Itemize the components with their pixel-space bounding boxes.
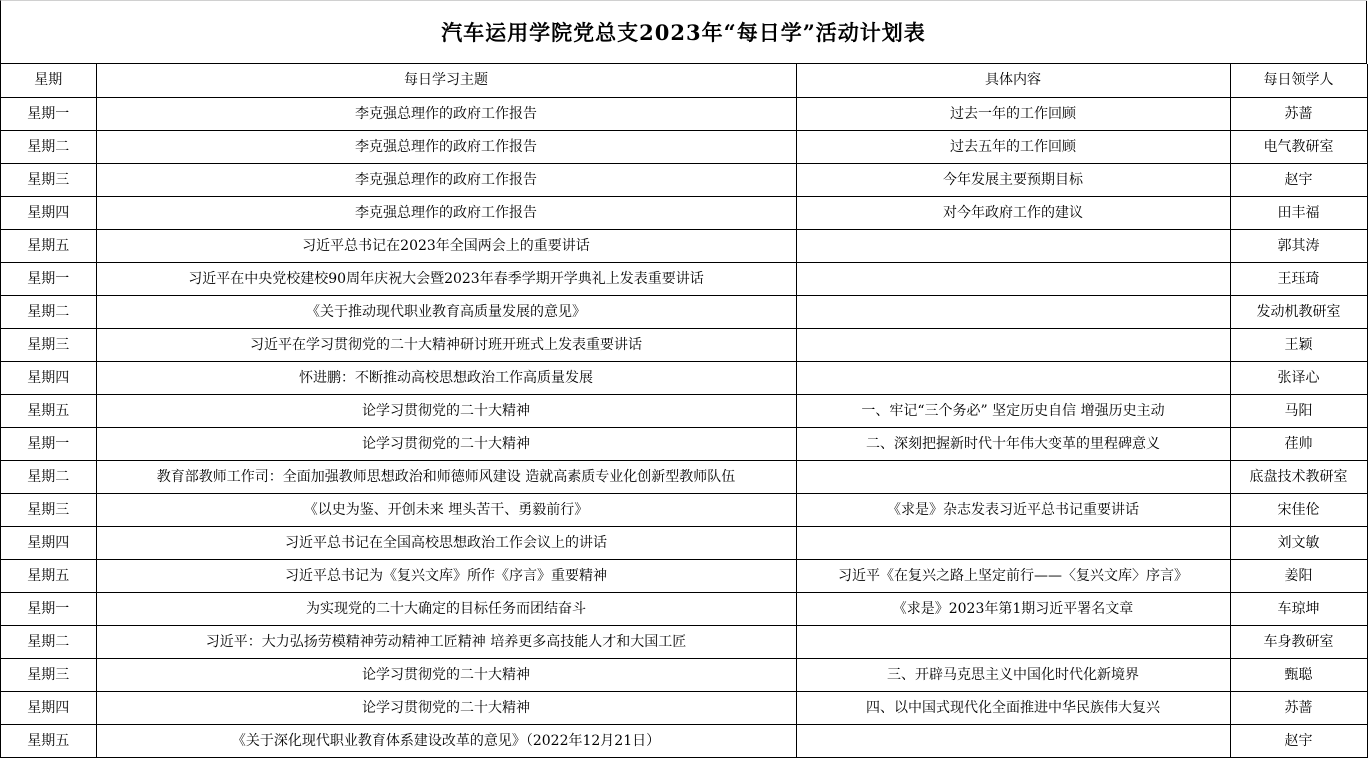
table-row xyxy=(1,659,1367,692)
topic-cell[interactable]: 《关于推动现代职业教育高质量发展的意见》 xyxy=(96,296,796,329)
topic-cell[interactable]: 习近平在中央党校建校90周年庆祝大会暨2023年春季学期开学典礼上发表重要讲话 xyxy=(96,263,796,296)
detail-cell[interactable] xyxy=(796,296,1230,329)
table-row xyxy=(1,626,1367,659)
leader-cell[interactable]: 宋佳伦 xyxy=(1230,494,1367,527)
day-cell[interactable]: 星期四 xyxy=(1,362,96,395)
day-cell[interactable]: 星期三 xyxy=(1,494,96,527)
leader-cell[interactable]: 赵宇 xyxy=(1230,164,1367,197)
day-cell[interactable]: 星期五 xyxy=(1,395,96,428)
topic-cell[interactable]: 论学习贯彻党的二十大精神 xyxy=(96,395,796,428)
table-row xyxy=(1,197,1367,230)
table-row xyxy=(1,692,1367,725)
detail-cell[interactable] xyxy=(796,725,1230,758)
day-cell[interactable]: 星期五 xyxy=(1,230,96,263)
topic-cell[interactable]: 论学习贯彻党的二十大精神 xyxy=(96,659,796,692)
detail-cell[interactable]: 过去五年的工作回顾 xyxy=(796,131,1230,164)
table-row xyxy=(1,296,1367,329)
day-cell[interactable]: 星期四 xyxy=(1,197,96,230)
detail-cell[interactable] xyxy=(796,329,1230,362)
day-cell[interactable]: 星期五 xyxy=(1,560,96,593)
topic-cell[interactable]: 论学习贯彻党的二十大精神 xyxy=(96,692,796,725)
topic-cell[interactable]: 怀进鹏：不断推动高校思想政治工作高质量发展 xyxy=(96,362,796,395)
leader-cell[interactable]: 姜阳 xyxy=(1230,560,1367,593)
day-cell[interactable]: 星期二 xyxy=(1,626,96,659)
plan-table xyxy=(1,64,1368,758)
detail-cell[interactable] xyxy=(796,527,1230,560)
topic-cell[interactable]: 《关于深化现代职业教育体系建设改革的意见》（2022年12月21日） xyxy=(96,725,796,758)
header-detail[interactable]: 具体内容 xyxy=(796,64,1230,98)
leader-cell[interactable]: 苏蔷 xyxy=(1230,98,1367,131)
day-cell[interactable]: 星期二 xyxy=(1,131,96,164)
leader-cell[interactable]: 张译心 xyxy=(1230,362,1367,395)
page-title: 汽车运用学院党总支2023年“每日学”活动计划表 xyxy=(441,20,926,45)
day-cell[interactable]: 星期一 xyxy=(1,428,96,461)
day-cell[interactable]: 星期五 xyxy=(1,725,96,758)
leader-cell[interactable]: 发动机教研室 xyxy=(1230,296,1367,329)
table-row xyxy=(1,494,1367,527)
leader-cell[interactable]: 王颖 xyxy=(1230,329,1367,362)
table-row xyxy=(1,230,1367,263)
day-cell[interactable]: 星期三 xyxy=(1,329,96,362)
leader-cell[interactable]: 车琼坤 xyxy=(1230,593,1367,626)
leader-cell[interactable]: 赵宇 xyxy=(1230,725,1367,758)
table-row xyxy=(1,527,1367,560)
topic-cell[interactable]: 李克强总理作的政府工作报告 xyxy=(96,197,796,230)
day-cell[interactable]: 星期一 xyxy=(1,98,96,131)
header-day[interactable]: 星期 xyxy=(1,64,96,98)
day-cell[interactable]: 星期四 xyxy=(1,692,96,725)
leader-cell[interactable]: 车身教研室 xyxy=(1230,626,1367,659)
detail-cell[interactable]: 四、以中国式现代化全面推进中华民族伟大复兴 xyxy=(796,692,1230,725)
day-cell[interactable]: 星期一 xyxy=(1,263,96,296)
detail-cell[interactable] xyxy=(796,230,1230,263)
table-row xyxy=(1,98,1367,131)
table-row xyxy=(1,593,1367,626)
topic-cell[interactable]: 习近平总书记在全国高校思想政治工作会议上的讲话 xyxy=(96,527,796,560)
detail-cell[interactable]: 《求是》杂志发表习近平总书记重要讲话 xyxy=(796,494,1230,527)
topic-cell[interactable]: 李克强总理作的政府工作报告 xyxy=(96,98,796,131)
topic-cell[interactable]: 习近平：大力弘扬劳模精神劳动精神工匠精神 培养更多高技能人才和大国工匠 xyxy=(96,626,796,659)
table-row xyxy=(1,428,1367,461)
detail-cell[interactable]: 习近平《在复兴之路上坚定前行——〈复兴文库〉序言》 xyxy=(796,560,1230,593)
day-cell[interactable]: 星期一 xyxy=(1,593,96,626)
topic-cell[interactable]: 习近平在学习贯彻党的二十大精神研讨班开班式上发表重要讲话 xyxy=(96,329,796,362)
table-row xyxy=(1,461,1367,494)
header-row xyxy=(1,64,1367,98)
detail-cell[interactable]: 今年发展主要预期目标 xyxy=(796,164,1230,197)
leader-cell[interactable]: 电气教研室 xyxy=(1230,131,1367,164)
plan-body xyxy=(1,98,1367,758)
topic-cell[interactable]: 习近平总书记在2023年全国两会上的重要讲话 xyxy=(96,230,796,263)
detail-cell[interactable]: 对今年政府工作的建议 xyxy=(796,197,1230,230)
leader-cell[interactable]: 马阳 xyxy=(1230,395,1367,428)
table-row xyxy=(1,560,1367,593)
leader-cell[interactable]: 田丰福 xyxy=(1230,197,1367,230)
leader-cell[interactable]: 苏蔷 xyxy=(1230,692,1367,725)
day-cell[interactable]: 星期四 xyxy=(1,527,96,560)
table-row xyxy=(1,263,1367,296)
header-leader[interactable]: 每日领学人 xyxy=(1230,64,1367,98)
leader-cell[interactable]: 刘文敏 xyxy=(1230,527,1367,560)
day-cell[interactable]: 星期三 xyxy=(1,659,96,692)
topic-cell[interactable]: 教育部教师工作司：全面加强教师思想政治和师德师风建设 造就高素质专业化创新型教师队伍 xyxy=(96,461,796,494)
topic-cell[interactable]: 李克强总理作的政府工作报告 xyxy=(96,164,796,197)
detail-cell[interactable]: 《求是》2023年第1期习近平署名文章 xyxy=(796,593,1230,626)
detail-cell[interactable]: 一、牢记“三个务必” 坚定历史自信 增强历史主动 xyxy=(796,395,1230,428)
detail-cell[interactable]: 过去一年的工作回顾 xyxy=(796,98,1230,131)
header-topic[interactable]: 每日学习主题 xyxy=(96,64,796,98)
topic-cell[interactable]: 习近平总书记为《复兴文库》所作《序言》重要精神 xyxy=(96,560,796,593)
detail-cell[interactable]: 三、开辟马克思主义中国化时代化新境界 xyxy=(796,659,1230,692)
leader-cell[interactable]: 王珏琦 xyxy=(1230,263,1367,296)
title-cell[interactable] xyxy=(1,1,1367,64)
detail-cell[interactable] xyxy=(796,362,1230,395)
table-row xyxy=(1,329,1367,362)
table-row xyxy=(1,131,1367,164)
detail-cell[interactable] xyxy=(796,626,1230,659)
leader-cell[interactable]: 郭其涛 xyxy=(1230,230,1367,263)
topic-cell[interactable]: 论学习贯彻党的二十大精神 xyxy=(96,428,796,461)
table-row xyxy=(1,395,1367,428)
table-row xyxy=(1,725,1367,758)
topic-cell[interactable]: 为实现党的二十大确定的目标任务而团结奋斗 xyxy=(96,593,796,626)
day-cell[interactable]: 星期二 xyxy=(1,296,96,329)
leader-cell[interactable]: 底盘技术教研室 xyxy=(1230,461,1367,494)
table-row xyxy=(1,362,1367,395)
day-cell[interactable]: 星期三 xyxy=(1,164,96,197)
detail-cell[interactable] xyxy=(796,263,1230,296)
day-cell[interactable]: 星期二 xyxy=(1,461,96,494)
topic-cell[interactable]: 《以史为鉴、开创未来 埋头苦干、勇毅前行》 xyxy=(96,494,796,527)
leader-cell[interactable]: 荏帅 xyxy=(1230,428,1367,461)
detail-cell[interactable] xyxy=(796,461,1230,494)
leader-cell[interactable]: 甄聪 xyxy=(1230,659,1367,692)
table-row xyxy=(1,164,1367,197)
detail-cell[interactable]: 二、深刻把握新时代十年伟大变革的里程碑意义 xyxy=(796,428,1230,461)
topic-cell[interactable]: 李克强总理作的政府工作报告 xyxy=(96,131,796,164)
